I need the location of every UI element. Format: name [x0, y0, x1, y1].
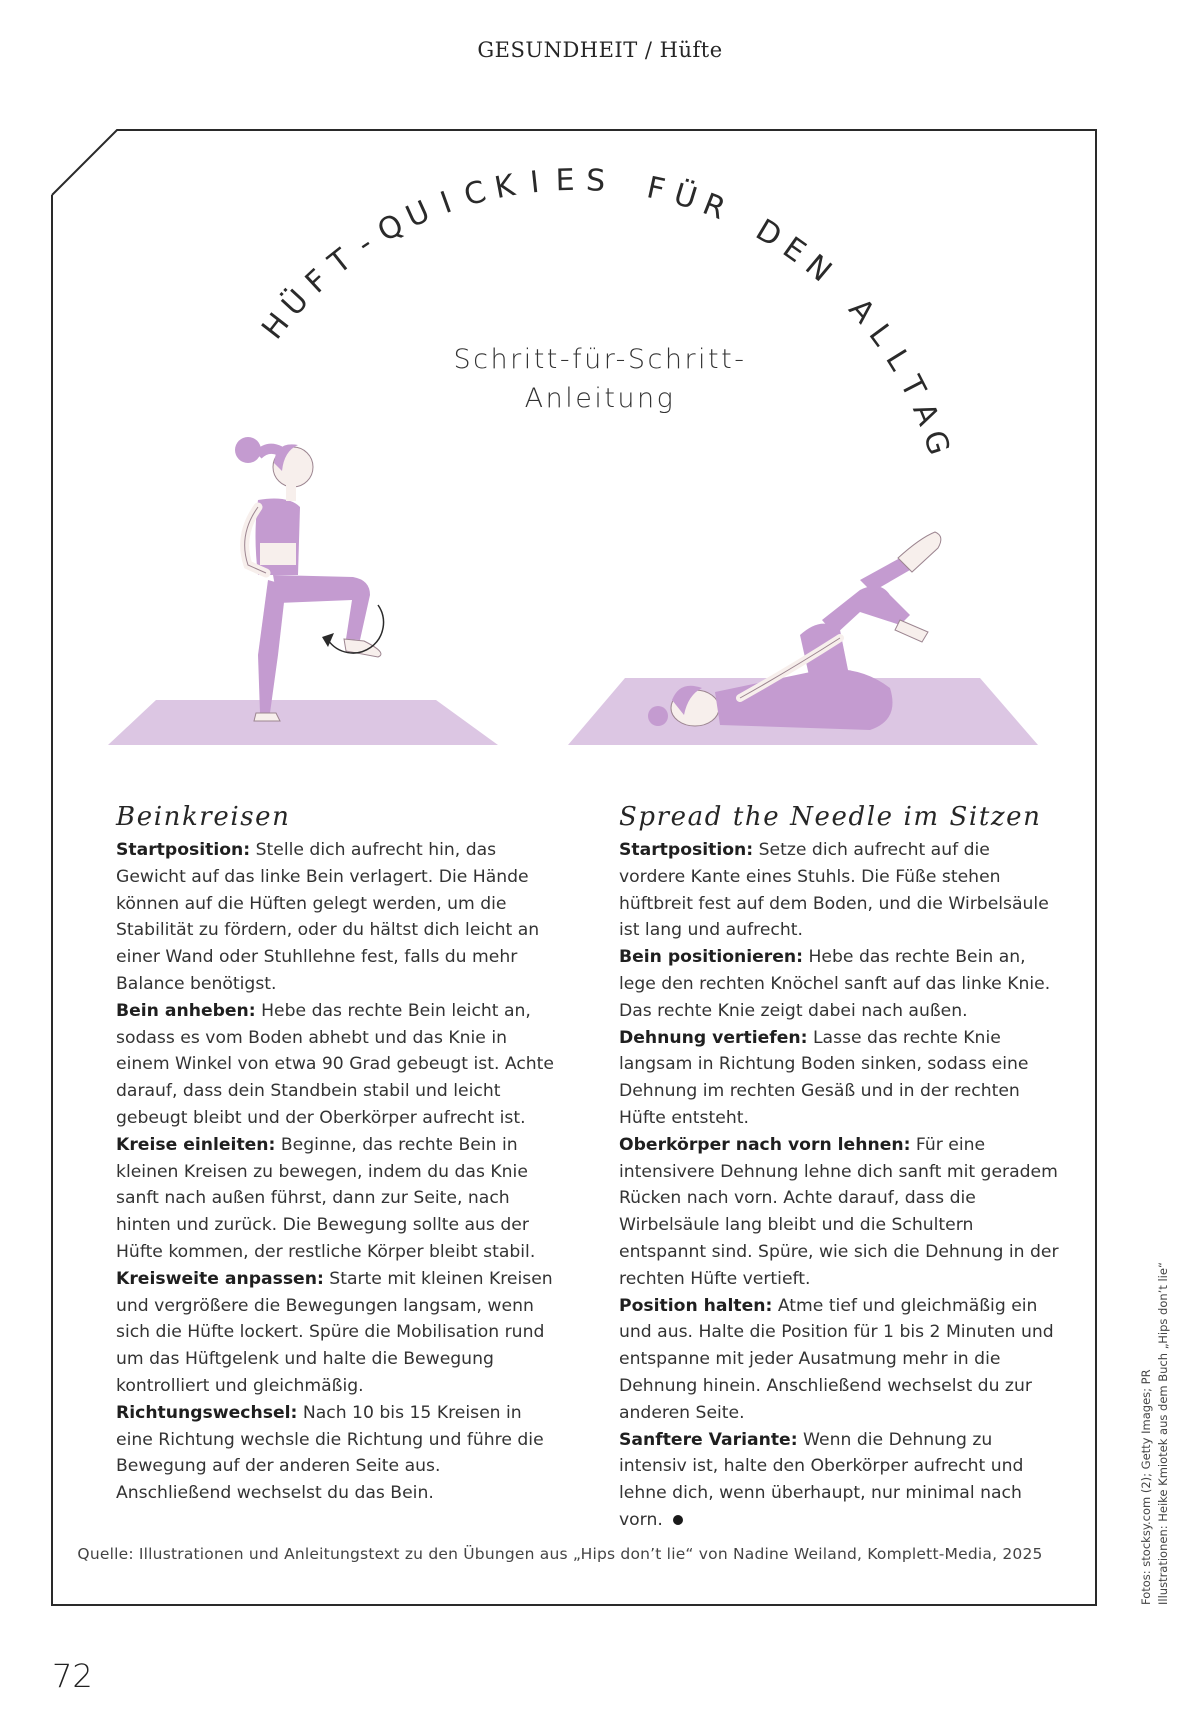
instruction-step: [116, 1400, 556, 1507]
instruction-step: [619, 1132, 1059, 1293]
subtitle: [380, 340, 820, 418]
step-label: Position halten:: [619, 1295, 773, 1316]
spread-needle-illustration: [560, 520, 1050, 760]
instruction-step: [116, 1266, 556, 1400]
photo-credits: [1138, 1262, 1172, 1605]
title-letter: A: [905, 398, 946, 431]
step-label: Dehnung vertiefen:: [619, 1027, 808, 1048]
title-letter: R: [697, 186, 731, 227]
step-text: Hebe das rechte Bein leicht an, sodass es vom Boden abhebt und das Knie in einem Winkel von etwa 90 Grad gebeugt ist. Achte darauf, dass dein Standbein stabil und leicht gebeugt bleibt und der Oberkörper aufrecht ist.: [116, 1000, 554, 1128]
step-label: Richtungswechsel:: [116, 1402, 298, 1423]
step-text: Hebe das rechte Bein an, lege den rechten Knöchel sanft auf das linke Knie. Das rechte Knie zeigt dabei nach außen.: [619, 947, 1051, 1021]
title-letter: F: [298, 262, 336, 301]
yoga-mat-left: [108, 700, 498, 745]
title-letter: L: [861, 317, 900, 353]
step-label: Sanftere Variante:: [619, 1429, 798, 1450]
instruction-step: [116, 998, 556, 1132]
title-letter: I: [528, 164, 542, 201]
step-label: Kreisweite anpassen:: [116, 1268, 324, 1289]
subtitle-line-1: Schritt-für-Schritt-: [453, 344, 747, 375]
title-letter: C: [460, 174, 490, 214]
title-letter: T: [892, 370, 933, 403]
source-credit: Quelle: Illustrationen und Anleitungstext zu den Übungen aus „Hips don’t lie“ von Nadine Weiland, Komplett-Media, 2025: [77, 1545, 1043, 1563]
title-letter: U: [400, 194, 436, 236]
step-text: Für eine intensivere Dehnung lehne dich sanft mit geradem Rücken nach vorn. Achte darauf, dass die Wirbelsäule lang bleibt und die Schultern entspannt sind. Spüre, wie sich die Dehnung in der rechten Hüfte vertieft.: [619, 1134, 1059, 1289]
title-letter: H: [255, 306, 297, 347]
step-text: Atme tief und gleichmäßig ein und aus. Halte die Position für 1 bis 2 Minuten und entspanne mit jeder Ausatmung mehr in die Dehnung hinein. Anschließend wechselst du zur anderen Seite.: [619, 1295, 1054, 1423]
step-text: Stelle dich aufrecht hin, das Gewicht auf das linke Bein verlagert. Die Hände können auf die Hüften gelegt werden, um die Stabilität zu fördern, oder du hältst dich leicht an einer Wand oder Stuhllehne fest, falls du mehr Balance benötigst.: [116, 840, 540, 994]
title-letter: G: [915, 426, 957, 460]
instruction-step: [116, 837, 556, 998]
left-exercise-column: [116, 800, 556, 1507]
title-letter: -: [350, 226, 380, 262]
exercise-heading: Beinkreisen: [116, 802, 291, 832]
right-exercise-column: [619, 800, 1059, 1534]
instruction-step: [619, 1025, 1059, 1132]
title-letter: I: [436, 185, 457, 222]
step-label: Startposition:: [619, 840, 754, 860]
subtitle-line-2: Anleitung: [524, 383, 676, 414]
step-label: Startposition:: [116, 840, 251, 860]
step-label: Oberkörper nach vorn lehnen:: [619, 1134, 911, 1155]
title-letter: Q: [371, 207, 410, 250]
instruction-step: [619, 837, 1059, 944]
step-label: Kreise einleiten:: [116, 1134, 276, 1155]
title-letter: S: [585, 163, 607, 200]
step-text: Beginne, das rechte Bein in kleinen Kreisen zu bewegen, indem du das Knie sanft nach außen führst, dann zur Seite, nach hinten und zurück. Die Bewegung sollte aus der Hüfte kommen, der restliche Körper bleibt stabil.: [116, 1134, 536, 1262]
title-letter: N: [798, 247, 839, 290]
credits-line-2: Illustrationen: Heike Kmiotek aus dem Buch „Hips don’t lie“: [1156, 1262, 1170, 1605]
title-letter: Ü: [275, 283, 316, 324]
step-label: Bein anheben:: [116, 1000, 256, 1021]
title-letter: L: [878, 343, 917, 377]
title-letter: E: [776, 230, 812, 270]
instruction-step: [619, 1293, 1059, 1427]
instruction-step: [116, 1132, 556, 1266]
credits-line-1: Fotos: stocksy.com (2); Getty Images; PR: [1139, 1369, 1153, 1605]
page-number: 72: [52, 1657, 93, 1695]
title-letter: Ü: [669, 176, 701, 217]
step-text: Nach 10 bis 15 Kreisen in eine Richtung wechsle die Richtung und führe die Bewegung auf der anderen Seite aus. Anschließend wechselst du das Bein.: [116, 1402, 544, 1504]
exercise-heading: Spread the Needle im Sitzen: [619, 802, 1042, 832]
title-letter: F: [643, 170, 668, 209]
instruction-step: [619, 1427, 1059, 1534]
step-text: Lasse das rechte Knie langsam in Richtung Boden sinken, sodass eine Dehnung im rechten Gesäß und in der rechten Hüfte entsteht.: [619, 1027, 1029, 1128]
title-letter: T: [322, 242, 359, 282]
leg-circles-illustration: [108, 425, 508, 755]
step-text: Starte mit kleinen Kreisen und vergrößere die Bewegungen langsam, wenn sich die Hüfte lockert. Spüre die Mobilisation rund um das Hüftgelenk und halte die Bewegung kontrolliert und gleichmäßig.: [116, 1268, 553, 1396]
instruction-step: [619, 944, 1059, 1024]
title-letter: K: [491, 168, 518, 207]
running-head: GESUNDHEIT / Hüfte: [477, 38, 723, 62]
step-text: Setze dich aufrecht auf die vordere Kante eines Stuhls. Die Füße stehen hüftbreit fest auf dem Boden, und die Wirbelsäule ist lang und aufrecht.: [619, 840, 1049, 941]
title-letter: D: [749, 212, 788, 255]
step-text: Wenn die Dehnung zu intensiv ist, halte den Oberkörper aufrecht und lehne dich, wenn überhaupt, nur minimal nach vorn.: [619, 1429, 1024, 1530]
step-label: Bein positionieren:: [619, 947, 804, 968]
title-letter: A: [841, 291, 882, 331]
end-mark-dot: [673, 1515, 683, 1525]
title-letter: E: [555, 162, 576, 199]
